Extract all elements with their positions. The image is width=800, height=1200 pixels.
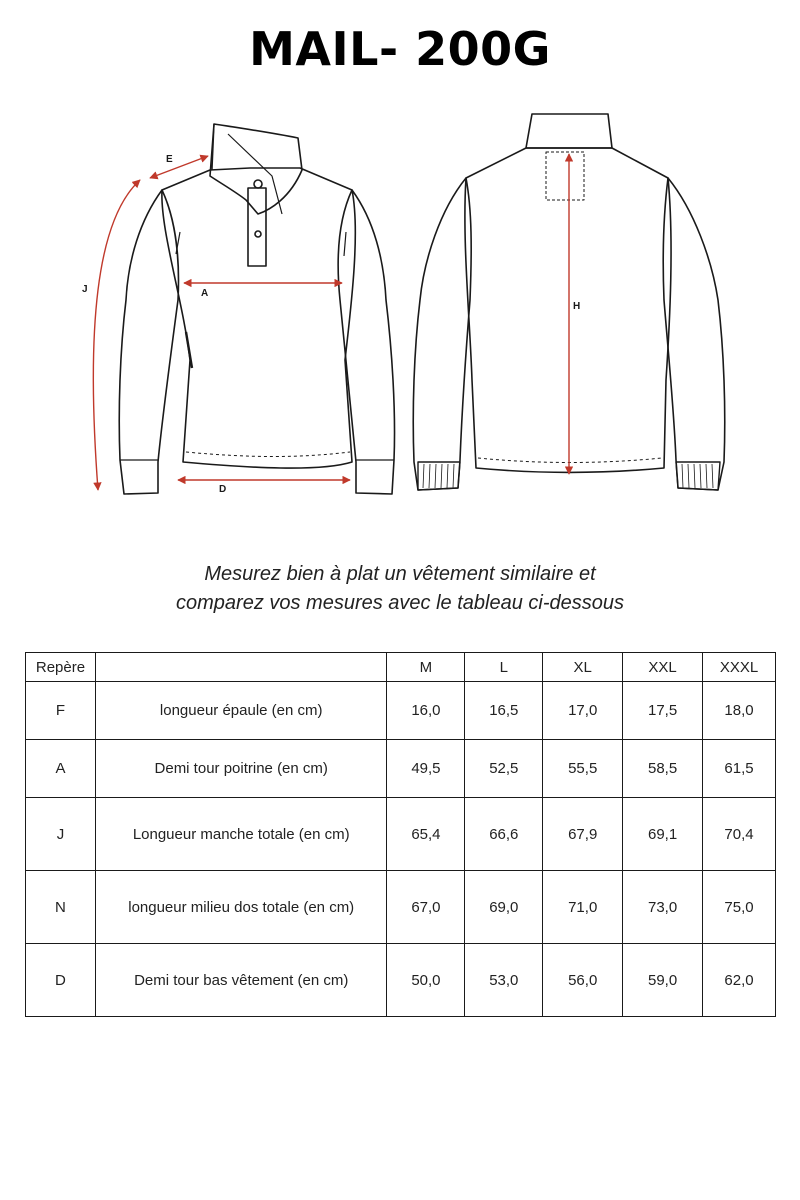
back-right-sleeve — [663, 178, 725, 490]
row-value: 58,5 — [623, 740, 703, 798]
row-value: 67,0 — [387, 871, 465, 944]
instructions-line-2: comparez vos mesures avec le tableau ci-dessous — [176, 592, 624, 614]
row-value: 17,0 — [543, 682, 623, 740]
back-cuff-right — [676, 462, 720, 490]
row-value: 59,0 — [623, 944, 703, 1017]
header-repere: Repère — [26, 653, 96, 682]
header-size-xl: XL — [543, 653, 623, 682]
row-value: 75,0 — [703, 871, 776, 944]
instructions-line-1: Mesurez bien à plat un vêtement similaire et — [204, 563, 596, 585]
label-E: E — [166, 154, 173, 165]
back-label — [546, 152, 584, 200]
row-mark: A — [26, 740, 96, 798]
row-value: 71,0 — [543, 871, 623, 944]
row-mark: D — [26, 944, 96, 1017]
label-A: A — [201, 288, 209, 299]
header-size-m: M — [387, 653, 465, 682]
back-collar — [526, 114, 612, 148]
table-header-row — [26, 653, 776, 682]
back-left-sleeve — [413, 178, 471, 490]
size-table — [25, 652, 776, 1017]
row-mark: J — [26, 798, 96, 871]
row-value: 62,0 — [703, 944, 776, 1017]
label-H: H — [573, 301, 581, 312]
row-value: 50,0 — [387, 944, 465, 1017]
row-value: 69,1 — [623, 798, 703, 871]
garment-diagram — [0, 100, 800, 510]
arrow-J — [93, 180, 140, 490]
row-value: 49,5 — [387, 740, 465, 798]
table-row — [26, 798, 776, 871]
row-label: Longueur manche totale (en cm) — [95, 798, 387, 871]
row-value: 66,6 — [465, 798, 543, 871]
row-value: 17,5 — [623, 682, 703, 740]
front-left-sleeve — [119, 190, 178, 494]
row-value: 55,5 — [543, 740, 623, 798]
placket — [248, 188, 266, 266]
row-value: 53,0 — [465, 944, 543, 1017]
front-view — [119, 124, 394, 494]
header-size-xxl: XXL — [623, 653, 703, 682]
row-value: 69,0 — [465, 871, 543, 944]
row-value: 67,9 — [543, 798, 623, 871]
row-value: 56,0 — [543, 944, 623, 1017]
header-label — [95, 653, 387, 682]
row-mark: N — [26, 871, 96, 944]
table-row — [26, 871, 776, 944]
row-label: longueur épaule (en cm) — [95, 682, 387, 740]
table-row — [26, 682, 776, 740]
measure-lines — [93, 154, 569, 490]
back-cuff-left — [418, 462, 460, 490]
row-value: 16,0 — [387, 682, 465, 740]
row-value: 70,4 — [703, 798, 776, 871]
row-label: Demi tour poitrine (en cm) — [95, 740, 387, 798]
header-size-xxxl: XXXL — [703, 653, 776, 682]
instructions-text — [0, 560, 800, 618]
table-row — [26, 944, 776, 1017]
row-value: 73,0 — [623, 871, 703, 944]
row-value: 16,5 — [465, 682, 543, 740]
row-value: 61,5 — [703, 740, 776, 798]
table-row — [26, 740, 776, 798]
row-value: 65,4 — [387, 798, 465, 871]
label-J: J — [82, 284, 88, 295]
header-size-l: L — [465, 653, 543, 682]
row-value: 18,0 — [703, 682, 776, 740]
row-value: 52,5 — [465, 740, 543, 798]
back-body-outline — [465, 148, 671, 473]
row-mark: F — [26, 682, 96, 740]
row-label: longueur milieu dos totale (en cm) — [95, 871, 387, 944]
page-title: MAIL- 200G — [249, 22, 551, 76]
label-D: D — [219, 484, 227, 495]
row-label: Demi tour bas vêtement (en cm) — [95, 944, 387, 1017]
